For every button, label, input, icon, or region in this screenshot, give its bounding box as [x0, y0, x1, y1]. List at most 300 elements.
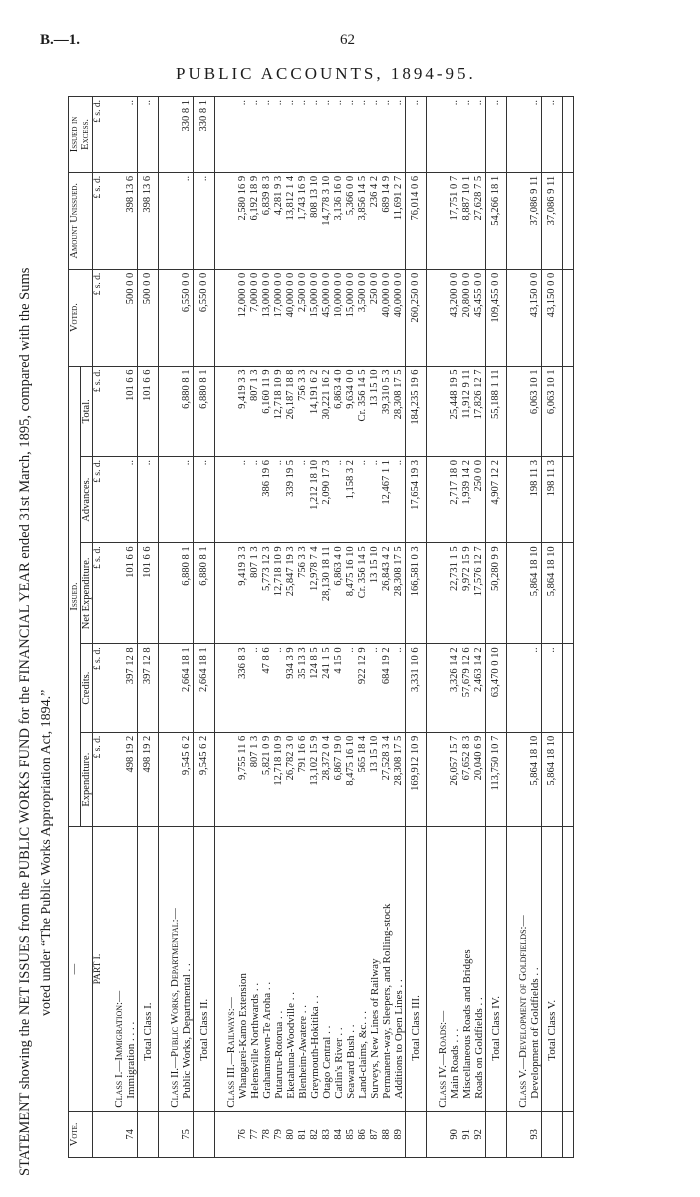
spacer-cell	[159, 97, 170, 173]
amount-unissued-cell: 76,014 0 6	[406, 172, 427, 269]
credits-cell: 2,463 14 2	[473, 644, 486, 732]
credits-cell: 922 12 9	[357, 644, 369, 732]
spacer-cell	[563, 172, 574, 269]
spacer-cell	[507, 97, 518, 173]
empty-cell	[113, 732, 125, 827]
spacer-cell	[563, 366, 574, 457]
table-row	[285, 97, 297, 1158]
spacer-cell	[103, 457, 113, 543]
spacer-cell	[427, 97, 438, 173]
spacer-row	[507, 97, 518, 1158]
issued-in-excess-cell: ..	[333, 97, 345, 173]
spacer-cell	[159, 732, 170, 827]
voted-cell: 45,455 0 0	[473, 269, 486, 366]
item-description: Eketahuna-Woodville . .	[285, 827, 297, 1111]
issued-in-excess-cell: ..	[237, 97, 249, 173]
spacer-cell	[215, 269, 226, 366]
total-cell: 26,187 18 8	[285, 366, 297, 457]
spacer-cell	[159, 543, 170, 644]
spacer-cell	[159, 457, 170, 543]
units-cell: £ s. d.	[93, 172, 104, 269]
spacer-cell	[215, 457, 226, 543]
spacer-cell	[215, 366, 226, 457]
table-row	[273, 97, 285, 1158]
amount-unissued-cell: 2,580 16 9	[237, 172, 249, 269]
advances-cell: ..	[357, 457, 369, 543]
voted-cell: 260,250 0 0	[406, 269, 427, 366]
page-title: PUBLIC ACCOUNTS, 1894-95.	[176, 64, 476, 83]
credits-cell: 241 1 5	[321, 644, 333, 732]
empty-cell	[113, 366, 125, 457]
empty-cell	[437, 732, 449, 827]
expenditure-cell: 12,718 10 9	[273, 732, 285, 827]
spacer-cell	[427, 732, 438, 827]
total-cell: 11,912 9 11	[461, 366, 473, 457]
issued-in-excess-cell: ..	[369, 97, 381, 173]
issued-in-excess-cell: ..	[309, 97, 321, 173]
spacer-cell	[563, 457, 574, 543]
vote-number	[486, 1111, 507, 1157]
col-issued-in-excess: Issued in Excess.	[69, 97, 93, 173]
net-expenditure-cell: 50,280 9 9	[486, 543, 507, 644]
spacer-cell	[103, 97, 113, 173]
spacer-cell	[103, 732, 113, 827]
total-cell: 14,191 6 2	[309, 366, 321, 457]
empty-cell	[437, 644, 449, 732]
expenditure-cell: 28,308 17 5	[393, 732, 406, 827]
credits-cell: ..	[542, 644, 563, 732]
spacer-cell	[159, 172, 170, 269]
advances-cell: 198 11 3	[542, 457, 563, 543]
total-cell: 6,880 8 1	[181, 366, 194, 457]
amount-unissued-cell: ..	[181, 172, 194, 269]
amount-unissued-cell: 808 13 10	[309, 172, 321, 269]
class-heading-row	[113, 97, 125, 1158]
advances-cell: ..	[273, 457, 285, 543]
empty-cell	[169, 543, 181, 644]
net-expenditure-cell: 5,864 18 10	[542, 543, 563, 644]
voted-cell: 250 0 0	[369, 269, 381, 366]
advances-cell: ..	[297, 457, 309, 543]
net-expenditure-cell: 101 6 6	[125, 543, 138, 644]
item-description: Immigration . . . .	[125, 827, 138, 1111]
spacer-cell	[563, 827, 574, 1111]
item-description: Development of Goldfields . .	[529, 827, 542, 1111]
voted-cell: 3,500 0 0	[357, 269, 369, 366]
vote-number: 78	[261, 1111, 273, 1157]
advances-cell: 386 19 6	[261, 457, 273, 543]
amount-unissued-cell: 5,366 0 0	[345, 172, 357, 269]
amount-unissued-cell: 14,778 3 10	[321, 172, 333, 269]
spacer-row	[427, 97, 438, 1158]
spacer-cell	[507, 827, 518, 1111]
advances-cell: ..	[125, 457, 138, 543]
vote-number	[194, 1111, 215, 1157]
net-expenditure-cell: 25,847 19 3	[285, 543, 297, 644]
empty-cell	[437, 269, 449, 366]
table-row	[449, 97, 461, 1158]
voted-cell: 7,000 0 0	[249, 269, 261, 366]
empty-cell	[517, 269, 529, 366]
empty-cell	[225, 269, 237, 366]
total-cell: 6,063 10 1	[542, 366, 563, 457]
voted-cell: 12,000 0 0	[237, 269, 249, 366]
class-heading: Class III.—Railways:—	[225, 827, 237, 1111]
vote-number: 92	[473, 1111, 486, 1157]
vote-cell	[225, 1111, 237, 1157]
expenditure-cell: 8,475 16 10	[345, 732, 357, 827]
issued-in-excess-cell: ..	[345, 97, 357, 173]
net-expenditure-cell: 807 1 3	[249, 543, 261, 644]
issued-in-excess-cell: 330 8 1	[181, 97, 194, 173]
item-description: Miscellaneous Roads and Bridges	[461, 827, 473, 1111]
amount-unissued-cell: 3,856 14 5	[357, 172, 369, 269]
total-row	[194, 97, 215, 1158]
empty-cell	[225, 172, 237, 269]
expenditure-cell: 807 1 3	[249, 732, 261, 827]
total-cell: 30,221 16 2	[321, 366, 333, 457]
amount-unissued-cell: 689 14 9	[381, 172, 393, 269]
advances-cell: ..	[249, 457, 261, 543]
empty-cell	[113, 543, 125, 644]
total-cell: Cr. 356 14 5	[357, 366, 369, 457]
issued-in-excess-cell: ..	[357, 97, 369, 173]
empty-cell	[225, 543, 237, 644]
spacer-cell	[103, 644, 113, 732]
accounts-table	[68, 96, 574, 1158]
total-cell: 6,863 4 0	[333, 366, 345, 457]
empty-cell	[225, 732, 237, 827]
total-cell: 101 6 6	[138, 366, 159, 457]
net-expenditure-cell: 13 15 10	[369, 543, 381, 644]
table-row	[237, 97, 249, 1158]
net-expenditure-cell: 6,880 8 1	[194, 543, 215, 644]
voted-cell: 43,150 0 0	[529, 269, 542, 366]
issued-in-excess-cell: ..	[261, 97, 273, 173]
issued-in-excess-cell: ..	[529, 97, 542, 173]
amount-unissued-cell: 4,281 9 3	[273, 172, 285, 269]
expenditure-cell: 27,528 3 4	[381, 732, 393, 827]
expenditure-cell: 5,864 18 10	[529, 732, 542, 827]
vote-number: 90	[449, 1111, 461, 1157]
voted-cell: 6,550 0 0	[194, 269, 215, 366]
spacer-cell	[507, 644, 518, 732]
table-row	[321, 97, 333, 1158]
credits-cell: ..	[273, 644, 285, 732]
document-reference: B.—1.	[40, 32, 81, 48]
issued-in-excess-cell: ..	[449, 97, 461, 173]
amount-unissued-cell: 1,743 16 9	[297, 172, 309, 269]
vote-number: 89	[393, 1111, 406, 1157]
empty-cell	[169, 97, 181, 173]
advances-cell: ..	[181, 457, 194, 543]
amount-unissued-cell: 6,192 18 9	[249, 172, 261, 269]
rotated-statement	[16, 96, 696, 1176]
total-cell: 184,235 19 6	[406, 366, 427, 457]
credits-cell: 3,326 14 2	[449, 644, 461, 732]
total-row	[406, 97, 427, 1158]
advances-cell: 17,654 19 3	[406, 457, 427, 543]
voted-cell: 13,000 0 0	[261, 269, 273, 366]
credits-cell: ..	[249, 644, 261, 732]
voted-cell: 109,455 0 0	[486, 269, 507, 366]
credits-cell: 3,331 10 6	[406, 644, 427, 732]
item-description: Putaruru-Rotorua . .	[273, 827, 285, 1111]
spacer-cell	[103, 172, 113, 269]
spacer-cell	[507, 1111, 518, 1157]
credits-cell: ..	[393, 644, 406, 732]
credits-cell: 57,679 12 6	[461, 644, 473, 732]
credits-cell: 35 13 3	[297, 644, 309, 732]
empty-cell	[113, 644, 125, 732]
credits-cell: 397 12 8	[138, 644, 159, 732]
table-row	[309, 97, 321, 1158]
expenditure-cell: 169,912 10 9	[406, 732, 427, 827]
empty-cell	[225, 457, 237, 543]
vote-number: 84	[333, 1111, 345, 1157]
expenditure-cell: 113,750 10 7	[486, 732, 507, 827]
advances-cell: 250 0 0	[473, 457, 486, 543]
col-amount-unissued: Amount Unissued.	[69, 172, 93, 269]
amount-unissued-cell: 398 13 6	[138, 172, 159, 269]
voted-cell: 45,000 0 0	[321, 269, 333, 366]
advances-cell: ..	[369, 457, 381, 543]
empty-cell	[169, 732, 181, 827]
spacer-cell	[427, 644, 438, 732]
issued-in-excess-cell: ..	[138, 97, 159, 173]
units-row	[93, 97, 104, 1158]
spacer-row	[215, 97, 226, 1158]
credits-cell: 63,470 0 10	[486, 644, 507, 732]
class-heading: Class V.—Development of Goldfields:—	[517, 827, 529, 1111]
amount-unissued-cell: ..	[194, 172, 215, 269]
spacer-cell	[563, 269, 574, 366]
spacer-row	[103, 97, 113, 1158]
net-expenditure-cell: 28,308 17 5	[393, 543, 406, 644]
empty-cell	[225, 366, 237, 457]
expenditure-cell: 26,057 15 7	[449, 732, 461, 827]
issued-in-excess-cell: ..	[297, 97, 309, 173]
spacer-cell	[215, 644, 226, 732]
expenditure-cell: 5,864 18 10	[542, 732, 563, 827]
amount-unissued-cell: 6,839 8 3	[261, 172, 273, 269]
expenditure-cell: 13 15 10	[369, 732, 381, 827]
total-cell: 55,188 1 11	[486, 366, 507, 457]
expenditure-cell: 67,652 8 3	[461, 732, 473, 827]
class-heading: Class IV.—Roads:—	[437, 827, 449, 1111]
spacer-cell	[563, 543, 574, 644]
empty-cell	[517, 97, 529, 173]
units-cell: £ s. d.	[93, 269, 104, 366]
voted-cell: 15,000 0 0	[309, 269, 321, 366]
credits-cell: 2,664 18 1	[194, 644, 215, 732]
item-description: Permanent-way, Sleepers, and Rolling-stock	[381, 827, 393, 1111]
units-cell: £ s. d.	[93, 97, 104, 173]
total-cell: 807 1 3	[249, 366, 261, 457]
issued-in-excess-cell: ..	[473, 97, 486, 173]
voted-cell: 43,200 0 0	[449, 269, 461, 366]
item-description: Otago Central . .	[321, 827, 333, 1111]
spacer-cell	[159, 269, 170, 366]
issued-in-excess-cell: ..	[486, 97, 507, 173]
empty-cell	[169, 366, 181, 457]
expenditure-cell: 13,102 15 9	[309, 732, 321, 827]
empty-cell	[437, 97, 449, 173]
empty-cell	[517, 172, 529, 269]
expenditure-cell: 26,782 3 0	[285, 732, 297, 827]
issued-in-excess-cell: ..	[321, 97, 333, 173]
total-label: Total Class IV.	[486, 827, 507, 1111]
vote-cell	[437, 1111, 449, 1157]
table-row	[369, 97, 381, 1158]
advances-cell: 2,717 18 0	[449, 457, 461, 543]
vote-number: 82	[309, 1111, 321, 1157]
voted-cell: 43,150 0 0	[542, 269, 563, 366]
empty-cell	[517, 644, 529, 732]
col-credits: Credits.	[81, 644, 93, 732]
advances-cell: 1,158 3 2	[345, 457, 357, 543]
vote-cell	[113, 1111, 125, 1157]
issued-in-excess-cell: ..	[406, 97, 427, 173]
amount-unissued-cell: 13,812 1 4	[285, 172, 297, 269]
class-heading: Class II.—Public Works, Departmental:—	[169, 827, 181, 1111]
col-vote: Vote.	[69, 1111, 93, 1157]
issued-in-excess-cell: ..	[273, 97, 285, 173]
class-heading-row	[169, 97, 181, 1158]
net-expenditure-cell: 12,978 7 4	[309, 543, 321, 644]
item-description: Seaward Bush . .	[345, 827, 357, 1111]
credits-cell: 47 8 6	[261, 644, 273, 732]
item-description: Blenheim-Awatere . .	[297, 827, 309, 1111]
issued-in-excess-cell: ..	[285, 97, 297, 173]
empty-cell	[169, 457, 181, 543]
table-row	[125, 97, 138, 1158]
spacer-cell	[563, 97, 574, 173]
item-description: Public Works, Departmental . .	[181, 827, 194, 1111]
table-row	[381, 97, 393, 1158]
expenditure-cell: 20,040 6 9	[473, 732, 486, 827]
total-cell: 6,063 10 1	[529, 366, 542, 457]
table-row	[181, 97, 194, 1158]
amount-unissued-cell: 17,751 0 7	[449, 172, 461, 269]
advances-cell: 1,212 18 10	[309, 457, 321, 543]
empty-cell	[517, 732, 529, 827]
statement-heading	[16, 96, 54, 1176]
net-expenditure-cell: 6,880 8 1	[181, 543, 194, 644]
class-heading-row	[225, 97, 237, 1158]
total-cell: 9,419 3 3	[237, 366, 249, 457]
net-expenditure-cell: 5,864 18 10	[529, 543, 542, 644]
issued-in-excess-cell: ..	[542, 97, 563, 173]
net-expenditure-cell: 6,863 4 0	[333, 543, 345, 644]
spacer-cell	[507, 172, 518, 269]
expenditure-cell: 9,545 6 2	[181, 732, 194, 827]
vote-number: 86	[357, 1111, 369, 1157]
voted-cell: 20,800 0 0	[461, 269, 473, 366]
net-expenditure-cell: 9,972 15 9	[461, 543, 473, 644]
credits-cell: ..	[369, 644, 381, 732]
spacer-cell	[427, 1111, 438, 1157]
expenditure-cell: 9,545 6 2	[194, 732, 215, 827]
total-cell: 13 15 10	[369, 366, 381, 457]
net-expenditure-cell: 22,731 1 5	[449, 543, 461, 644]
total-row	[542, 97, 563, 1158]
advances-cell: ..	[237, 457, 249, 543]
advances-cell: 2,090 17 3	[321, 457, 333, 543]
spacer-cell	[507, 269, 518, 366]
vote-number	[542, 1111, 563, 1157]
table-row	[473, 97, 486, 1158]
table-row	[333, 97, 345, 1158]
credits-cell: ..	[345, 644, 357, 732]
item-description: Main Roads . . .	[449, 827, 461, 1111]
item-description: Grahamstown-Te Aroha . .	[261, 827, 273, 1111]
expenditure-cell: 498 19 2	[125, 732, 138, 827]
empty-cell	[169, 269, 181, 366]
voted-cell: 6,550 0 0	[181, 269, 194, 366]
spacer-cell	[563, 732, 574, 827]
net-expenditure-cell: 26,843 4 2	[381, 543, 393, 644]
total-cell: 101 6 6	[125, 366, 138, 457]
vote-number: 91	[461, 1111, 473, 1157]
net-expenditure-cell: 8,475 16 10	[345, 543, 357, 644]
net-expenditure-cell: 166,581 0 3	[406, 543, 427, 644]
voted-cell: 2,500 0 0	[297, 269, 309, 366]
amount-unissued-cell: 54,266 18 1	[486, 172, 507, 269]
amount-unissued-cell: 8,887 10 1	[461, 172, 473, 269]
credits-cell: 4 15 0	[333, 644, 345, 732]
credits-cell: 684 19 2	[381, 644, 393, 732]
spacer-cell	[103, 366, 113, 457]
spacer-cell	[159, 644, 170, 732]
issued-in-excess-cell: ..	[461, 97, 473, 173]
vote-number: 76	[237, 1111, 249, 1157]
advances-cell: 12,467 1 1	[381, 457, 393, 543]
spacer-cell	[507, 457, 518, 543]
issued-in-excess-cell: 330 8 1	[194, 97, 215, 173]
empty-cell	[225, 97, 237, 173]
class-heading-row	[437, 97, 449, 1158]
table-row	[529, 97, 542, 1158]
total-cell: 6,160 11 9	[261, 366, 273, 457]
spacer-cell	[215, 827, 226, 1111]
amount-unissued-cell: 11,691 2 7	[393, 172, 406, 269]
expenditure-cell: 565 18 4	[357, 732, 369, 827]
voted-cell: 500 0 0	[125, 269, 138, 366]
amount-unissued-cell: 398 13 6	[125, 172, 138, 269]
spacer-cell	[563, 644, 574, 732]
total-label: Total Class II.	[194, 827, 215, 1111]
advances-cell: 198 11 3	[529, 457, 542, 543]
col-description: —	[69, 827, 93, 1111]
empty-cell	[437, 366, 449, 457]
item-description: Catlin's River . .	[333, 827, 345, 1111]
spacer-cell	[427, 269, 438, 366]
table-row	[357, 97, 369, 1158]
spacer-cell	[215, 732, 226, 827]
expenditure-cell: 5,821 0 9	[261, 732, 273, 827]
expenditure-cell: 6,867 19 0	[333, 732, 345, 827]
item-description: Surveys, New Lines of Railway	[369, 827, 381, 1111]
statement-line-1: STATEMENT showing the NET ISSUES from the PUBLIC WORKS FUND for the FINANCIAL YEAR ended 31st March, 1895, compared with the Sums	[17, 267, 33, 1176]
vote-number: 75	[181, 1111, 194, 1157]
vote-number	[406, 1111, 427, 1157]
amount-unissued-cell: 236 4 2	[369, 172, 381, 269]
statement-line-2: voted under “The Public Works Appropriation Act, 1894.”	[39, 689, 54, 1016]
table-row	[249, 97, 261, 1158]
vote-number: 83	[321, 1111, 333, 1157]
vote-number: 81	[297, 1111, 309, 1157]
